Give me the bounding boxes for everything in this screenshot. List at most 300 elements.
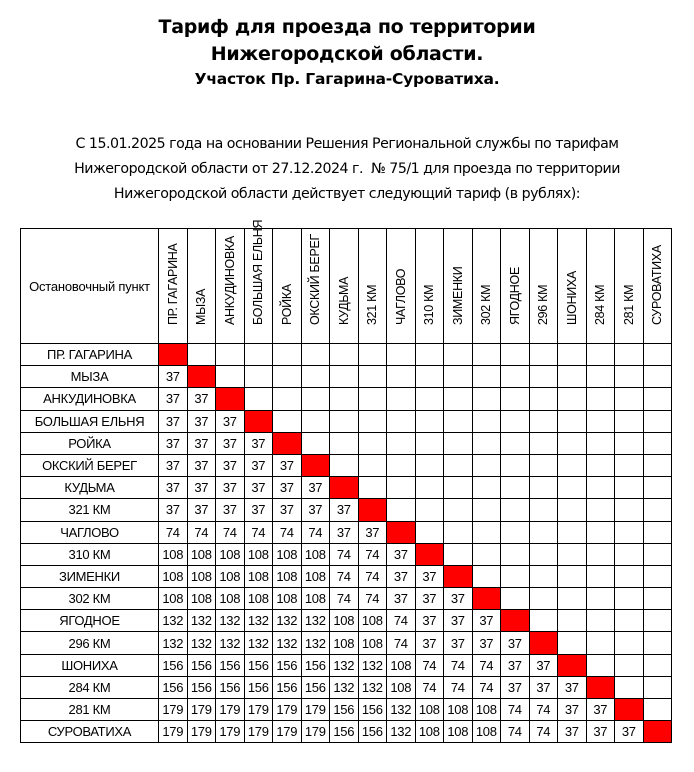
fare-cell: 108 xyxy=(301,565,330,587)
empty-cell xyxy=(387,454,416,476)
fare-cell: 108 xyxy=(159,565,188,587)
fare-cell: 108 xyxy=(216,543,245,565)
diagonal-cell xyxy=(244,410,273,432)
empty-cell xyxy=(472,565,501,587)
empty-cell xyxy=(586,543,615,565)
fare-cell: 74 xyxy=(444,676,473,698)
empty-cell xyxy=(444,432,473,454)
column-header xyxy=(415,229,444,344)
empty-cell xyxy=(472,432,501,454)
fare-cell: 74 xyxy=(330,543,359,565)
fare-cell: 74 xyxy=(501,699,530,721)
fare-cell: 37 xyxy=(187,388,216,410)
fare-cell: 108 xyxy=(159,588,188,610)
empty-cell xyxy=(273,410,302,432)
fare-cell: 74 xyxy=(529,721,558,743)
empty-cell xyxy=(415,388,444,410)
empty-cell xyxy=(387,366,416,388)
empty-cell xyxy=(216,366,245,388)
empty-cell xyxy=(472,454,501,476)
fare-cell: 132 xyxy=(358,676,387,698)
column-header xyxy=(159,229,188,344)
fare-cell: 132 xyxy=(244,632,273,654)
empty-cell xyxy=(529,588,558,610)
fare-cell: 108 xyxy=(244,588,273,610)
row-header-stop: 321 КМ xyxy=(21,499,159,521)
empty-cell xyxy=(415,344,444,366)
row-header-stop: ШОНИХА xyxy=(21,654,159,676)
diagonal-cell xyxy=(216,388,245,410)
column-header-label: 284 КМ xyxy=(593,284,608,325)
empty-cell xyxy=(330,344,359,366)
fare-cell: 179 xyxy=(301,721,330,743)
empty-cell xyxy=(387,410,416,432)
empty-cell xyxy=(643,588,672,610)
fare-cell: 74 xyxy=(330,565,359,587)
empty-cell xyxy=(558,588,587,610)
fare-cell: 108 xyxy=(187,588,216,610)
fare-cell: 132 xyxy=(216,610,245,632)
row-header-stop: АНКУДИНОВКА xyxy=(21,388,159,410)
empty-cell xyxy=(586,410,615,432)
fare-cell: 156 xyxy=(159,676,188,698)
fare-cell: 156 xyxy=(216,654,245,676)
empty-cell xyxy=(387,477,416,499)
fare-cell: 108 xyxy=(444,721,473,743)
fare-cell: 179 xyxy=(159,699,188,721)
empty-cell xyxy=(643,521,672,543)
empty-cell xyxy=(301,344,330,366)
fare-cell: 74 xyxy=(387,632,416,654)
fare-cell: 37 xyxy=(159,388,188,410)
table-row xyxy=(21,610,672,632)
row-header-stop: МЫЗА xyxy=(21,366,159,388)
empty-cell xyxy=(387,388,416,410)
empty-cell xyxy=(529,410,558,432)
column-header-label: ОКСКИЙ БЕРЕГ xyxy=(308,234,323,325)
fare-cell: 37 xyxy=(444,588,473,610)
column-header xyxy=(501,229,530,344)
empty-cell xyxy=(501,454,530,476)
intro-paragraph xyxy=(0,132,694,207)
fare-cell: 37 xyxy=(472,632,501,654)
diagonal-cell xyxy=(615,699,644,721)
table-row xyxy=(21,432,672,454)
column-header-label: 296 КМ xyxy=(536,284,551,325)
fare-cell: 179 xyxy=(187,721,216,743)
empty-cell xyxy=(643,565,672,587)
intro-line: Нижегородской области от 27.12.2024 г. № 75/1 для проезда по территории xyxy=(74,161,620,177)
fare-cell: 37 xyxy=(244,499,273,521)
fare-cell: 37 xyxy=(216,499,245,521)
fare-cell: 179 xyxy=(216,721,245,743)
fare-cell: 108 xyxy=(244,543,273,565)
empty-cell xyxy=(529,454,558,476)
fare-cell: 74 xyxy=(444,654,473,676)
fare-cell: 108 xyxy=(415,699,444,721)
column-header xyxy=(187,229,216,344)
empty-cell xyxy=(615,632,644,654)
empty-cell xyxy=(529,388,558,410)
fare-cell: 37 xyxy=(159,499,188,521)
fare-cell: 179 xyxy=(301,699,330,721)
empty-cell xyxy=(615,477,644,499)
diagonal-cell xyxy=(187,366,216,388)
empty-cell xyxy=(615,344,644,366)
table-row xyxy=(21,588,672,610)
empty-cell xyxy=(501,432,530,454)
empty-cell xyxy=(643,632,672,654)
empty-cell xyxy=(615,543,644,565)
empty-cell xyxy=(501,477,530,499)
empty-cell xyxy=(358,410,387,432)
empty-cell xyxy=(415,432,444,454)
empty-cell xyxy=(558,610,587,632)
empty-cell xyxy=(586,432,615,454)
fare-cell: 156 xyxy=(159,654,188,676)
empty-cell xyxy=(615,588,644,610)
column-header-label: 321 КМ xyxy=(365,284,380,325)
fare-cell: 37 xyxy=(444,632,473,654)
fare-cell: 37 xyxy=(187,410,216,432)
fare-cell: 108 xyxy=(415,721,444,743)
fare-table-body xyxy=(21,344,672,743)
empty-cell xyxy=(643,654,672,676)
fare-cell: 37 xyxy=(301,499,330,521)
empty-cell xyxy=(244,344,273,366)
fare-cell: 74 xyxy=(358,588,387,610)
column-header-label: РОЙКА xyxy=(279,284,294,325)
table-row xyxy=(21,521,672,543)
fare-cell: 108 xyxy=(216,588,245,610)
empty-cell xyxy=(643,366,672,388)
empty-cell xyxy=(501,366,530,388)
row-header-stop: 302 КМ xyxy=(21,588,159,610)
column-header xyxy=(358,229,387,344)
empty-cell xyxy=(444,477,473,499)
fare-cell: 132 xyxy=(387,699,416,721)
fare-cell: 132 xyxy=(301,632,330,654)
fare-cell: 37 xyxy=(387,588,416,610)
fare-cell: 37 xyxy=(159,432,188,454)
fare-cell: 37 xyxy=(159,454,188,476)
table-row xyxy=(21,676,672,698)
fare-cell: 37 xyxy=(387,565,416,587)
column-header-label: СУРОВАТИХА xyxy=(650,245,665,325)
column-header xyxy=(244,219,273,344)
fare-cell: 74 xyxy=(387,610,416,632)
fare-cell: 108 xyxy=(358,610,387,632)
empty-cell xyxy=(501,499,530,521)
row-header-stop: ЗИМЕНКИ xyxy=(21,565,159,587)
empty-cell xyxy=(586,654,615,676)
fare-cell: 108 xyxy=(472,721,501,743)
empty-cell xyxy=(529,344,558,366)
empty-cell xyxy=(472,477,501,499)
column-header xyxy=(615,229,644,344)
empty-cell xyxy=(529,499,558,521)
fare-cell: 132 xyxy=(273,610,302,632)
empty-cell xyxy=(415,521,444,543)
empty-cell xyxy=(615,499,644,521)
row-header-stop: ПР. ГАГАРИНА xyxy=(21,344,159,366)
empty-cell xyxy=(330,388,359,410)
empty-cell xyxy=(558,543,587,565)
fare-cell: 132 xyxy=(159,632,188,654)
fare-cell: 37 xyxy=(244,432,273,454)
empty-cell xyxy=(615,654,644,676)
fare-cell: 37 xyxy=(558,676,587,698)
empty-cell xyxy=(615,410,644,432)
fare-cell: 37 xyxy=(216,410,245,432)
fare-cell: 37 xyxy=(216,432,245,454)
fare-cell: 108 xyxy=(330,610,359,632)
column-header xyxy=(387,229,416,344)
fare-cell: 37 xyxy=(501,654,530,676)
table-row xyxy=(21,721,672,743)
fare-cell: 74 xyxy=(472,676,501,698)
fare-cell: 132 xyxy=(244,610,273,632)
empty-cell xyxy=(558,565,587,587)
empty-cell xyxy=(358,344,387,366)
empty-cell xyxy=(444,499,473,521)
page-subtitle: Участок Пр. Гагарина-Суроватиха. xyxy=(194,70,500,88)
fare-cell: 156 xyxy=(216,676,245,698)
column-header-label: МЫЗА xyxy=(194,288,209,325)
diagonal-cell xyxy=(301,454,330,476)
empty-cell xyxy=(387,344,416,366)
fare-cell: 37 xyxy=(273,454,302,476)
empty-cell xyxy=(615,454,644,476)
diagonal-cell xyxy=(472,588,501,610)
column-header-label: БОЛЬШАЯ ЕЛЬНЯ xyxy=(251,219,266,325)
table-row xyxy=(21,388,672,410)
empty-cell xyxy=(244,366,273,388)
fare-cell: 108 xyxy=(273,543,302,565)
empty-cell xyxy=(273,366,302,388)
empty-cell xyxy=(615,432,644,454)
fare-cell: 74 xyxy=(501,721,530,743)
empty-cell xyxy=(444,366,473,388)
empty-cell xyxy=(643,344,672,366)
empty-cell xyxy=(273,388,302,410)
fare-cell: 37 xyxy=(244,454,273,476)
empty-cell xyxy=(558,344,587,366)
column-header xyxy=(558,229,587,344)
fare-cell: 108 xyxy=(187,543,216,565)
empty-cell xyxy=(586,454,615,476)
fare-cell: 156 xyxy=(273,654,302,676)
column-header xyxy=(586,229,615,344)
fare-cell: 37 xyxy=(529,676,558,698)
fare-cell: 74 xyxy=(330,588,359,610)
empty-cell xyxy=(330,366,359,388)
column-header-label: ЗИМЕНКИ xyxy=(450,266,465,325)
empty-cell xyxy=(358,454,387,476)
empty-cell xyxy=(586,632,615,654)
empty-cell xyxy=(472,410,501,432)
table-row xyxy=(21,366,672,388)
fare-cell: 37 xyxy=(586,721,615,743)
fare-cell: 37 xyxy=(586,699,615,721)
fare-cell: 156 xyxy=(187,654,216,676)
fare-cell: 156 xyxy=(273,676,302,698)
fare-cell: 156 xyxy=(330,699,359,721)
fare-cell: 74 xyxy=(301,521,330,543)
empty-cell xyxy=(643,610,672,632)
corner-header: Остановочный пункт xyxy=(21,229,159,344)
fare-cell: 37 xyxy=(415,632,444,654)
empty-cell xyxy=(444,344,473,366)
fare-cell: 132 xyxy=(187,610,216,632)
empty-cell xyxy=(330,432,359,454)
empty-cell xyxy=(643,454,672,476)
empty-cell xyxy=(586,521,615,543)
fare-cell: 179 xyxy=(244,699,273,721)
empty-cell xyxy=(301,410,330,432)
fare-cell: 74 xyxy=(529,699,558,721)
fare-cell: 156 xyxy=(358,721,387,743)
empty-cell xyxy=(358,477,387,499)
empty-cell xyxy=(643,499,672,521)
row-header-stop: 281 КМ xyxy=(21,699,159,721)
empty-cell xyxy=(586,565,615,587)
diagonal-cell xyxy=(586,676,615,698)
row-header-stop: 284 КМ xyxy=(21,676,159,698)
empty-cell xyxy=(358,388,387,410)
empty-cell xyxy=(472,499,501,521)
diagonal-cell xyxy=(358,499,387,521)
fare-cell: 108 xyxy=(387,676,416,698)
empty-cell xyxy=(529,432,558,454)
empty-cell xyxy=(273,344,302,366)
empty-cell xyxy=(444,521,473,543)
fare-cell: 156 xyxy=(330,721,359,743)
empty-cell xyxy=(529,366,558,388)
empty-cell xyxy=(586,610,615,632)
fare-cell: 37 xyxy=(415,588,444,610)
page-title: Тариф для проезда по территории xyxy=(158,16,536,38)
fare-cell: 74 xyxy=(273,521,302,543)
empty-cell xyxy=(615,366,644,388)
row-header-stop: 296 КМ xyxy=(21,632,159,654)
empty-cell xyxy=(330,410,359,432)
empty-cell xyxy=(330,454,359,476)
empty-cell xyxy=(301,388,330,410)
empty-cell xyxy=(415,454,444,476)
table-row xyxy=(21,699,672,721)
empty-cell xyxy=(358,366,387,388)
empty-cell xyxy=(586,366,615,388)
fare-cell: 37 xyxy=(358,521,387,543)
row-header-stop: РОЙКА xyxy=(21,432,159,454)
column-header xyxy=(330,229,359,344)
fare-cell: 74 xyxy=(472,654,501,676)
empty-cell xyxy=(501,543,530,565)
fare-cell: 74 xyxy=(187,521,216,543)
empty-cell xyxy=(301,366,330,388)
table-row xyxy=(21,410,672,432)
fare-cell: 74 xyxy=(159,521,188,543)
fare-cell: 108 xyxy=(159,543,188,565)
empty-cell xyxy=(615,521,644,543)
row-header-stop: ОКСКИЙ БЕРЕГ xyxy=(21,454,159,476)
column-header-label: 302 КМ xyxy=(479,284,494,325)
fare-cell: 37 xyxy=(415,610,444,632)
fare-cell: 37 xyxy=(472,610,501,632)
empty-cell xyxy=(501,565,530,587)
fare-cell: 179 xyxy=(159,721,188,743)
table-row xyxy=(21,499,672,521)
fare-cell: 132 xyxy=(330,654,359,676)
column-header-label: 310 КМ xyxy=(422,284,437,325)
fare-cell: 108 xyxy=(472,699,501,721)
table-row xyxy=(21,654,672,676)
fare-cell: 74 xyxy=(358,543,387,565)
empty-cell xyxy=(558,521,587,543)
fare-cell: 108 xyxy=(358,632,387,654)
column-header-label: ЯГОДНОЕ xyxy=(507,267,522,325)
empty-cell xyxy=(615,676,644,698)
empty-cell xyxy=(444,388,473,410)
fare-cell: 108 xyxy=(216,565,245,587)
fare-cell: 74 xyxy=(358,565,387,587)
empty-cell xyxy=(586,344,615,366)
fare-cell: 37 xyxy=(330,499,359,521)
fare-cell: 132 xyxy=(159,610,188,632)
fare-cell: 179 xyxy=(273,699,302,721)
fare-cell: 108 xyxy=(330,632,359,654)
fare-cell: 179 xyxy=(244,721,273,743)
row-header-stop: ЯГОДНОЕ xyxy=(21,610,159,632)
fare-cell: 37 xyxy=(444,610,473,632)
fare-cell: 132 xyxy=(387,721,416,743)
fare-cell: 156 xyxy=(358,699,387,721)
diagonal-cell xyxy=(529,632,558,654)
fare-cell: 132 xyxy=(216,632,245,654)
row-header-stop: 310 КМ xyxy=(21,543,159,565)
page-title-region: Нижегородской области. xyxy=(210,43,484,65)
empty-cell xyxy=(244,388,273,410)
empty-cell xyxy=(586,388,615,410)
empty-cell xyxy=(472,543,501,565)
empty-cell xyxy=(558,388,587,410)
table-row xyxy=(21,543,672,565)
fare-cell: 108 xyxy=(273,565,302,587)
empty-cell xyxy=(615,610,644,632)
empty-cell xyxy=(643,388,672,410)
fare-cell: 37 xyxy=(501,632,530,654)
column-header-label: 281 КМ xyxy=(621,284,636,325)
column-header xyxy=(273,229,302,344)
empty-cell xyxy=(558,632,587,654)
fare-cell: 179 xyxy=(187,699,216,721)
column-header xyxy=(301,229,330,344)
fare-table xyxy=(20,219,672,743)
row-header-stop: ЧАГЛОВО xyxy=(21,521,159,543)
empty-cell xyxy=(472,344,501,366)
fare-cell: 108 xyxy=(444,699,473,721)
fare-cell: 74 xyxy=(216,521,245,543)
empty-cell xyxy=(415,499,444,521)
table-row xyxy=(21,632,672,654)
diagonal-cell xyxy=(330,477,359,499)
fare-cell: 37 xyxy=(159,366,188,388)
diagonal-cell xyxy=(415,543,444,565)
empty-cell xyxy=(558,432,587,454)
empty-cell xyxy=(216,344,245,366)
empty-cell xyxy=(586,499,615,521)
